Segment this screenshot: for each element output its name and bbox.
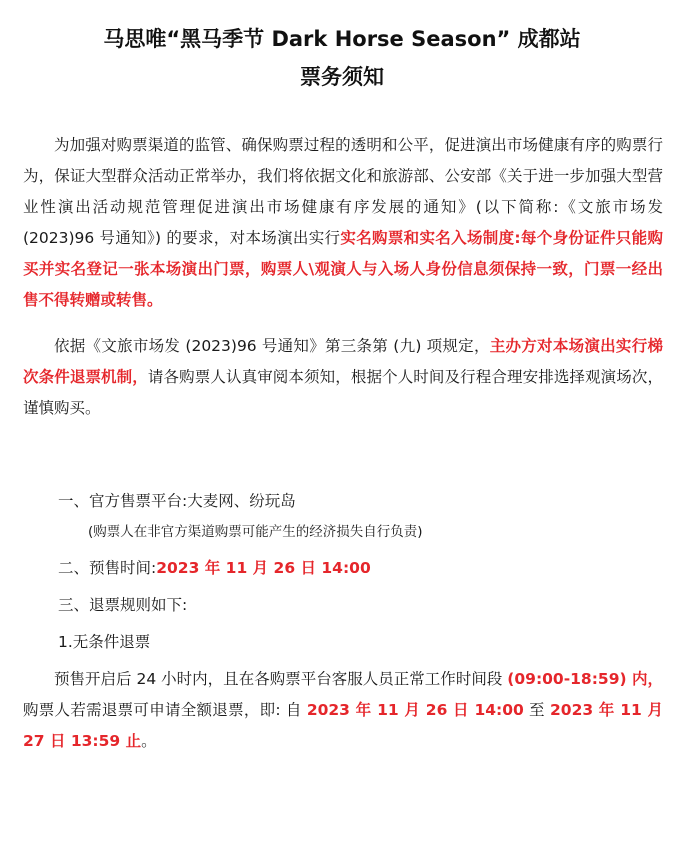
real-name-policy-highlight: 实名购票和实名入场制度:每个身份证件只能购买并实名登记一张本场演出门票，购票人\观演人与入场人身份信息须保持一致，门票一经出售不得转赠或转售。 [23,229,663,309]
presale-time-value: 2023 年 11 月 26 日 14:00 [156,559,371,577]
refund-end-time: 2023 年 11 月 27 日 13:59 止 [23,701,664,750]
intro-p2-text-b: 请各购票人认真审阅本须知，根据个人时间及行程合理安排选择观演场次，谨慎购买。 [23,368,663,417]
rule-1-paragraph [23,664,663,757]
intro-paragraph-1 [23,130,663,316]
section-official-platform: 一、官方售票平台:大麦网、纷玩岛 [58,492,296,510]
section-refund-rules: 三、退票规则如下: [58,596,188,614]
rule-1-text-b: 购票人若需退票可申请全额退票，即: 自 [23,701,307,719]
intro-p1-text: 为加强对购票渠道的监管、确保购票过程的透明和公平，促进演出市场健康有序的购票行为，保证大型群众活动正常举办，我们将依据文化和旅游部、公安部《关于进一步加强大型营业性演出活动规范管理促进演出市场健康有序发展的通知》(以下简称:《文旅市场发 (2023)96 号通知》) 的要求，对本场演出实行 [23,136,663,247]
intro-p2-text-a: 依据《文旅市场发 (2023)96 号通知》第三条第 (九) 项规定， [54,337,490,355]
section-presale-time [23,553,663,584]
rule-1-title: 1.无条件退票 [58,633,151,651]
page-subtitle: 票务须知 [300,65,384,89]
presale-label: 二、预售时间: [58,559,157,577]
service-hours-highlight: (09:00-18:59) 内， [507,670,663,688]
refund-mechanism-highlight: 主办方对本场演出实行梯次条件退票机制， [23,337,663,386]
notice-body [23,130,663,757]
section-official-platform-note: (购票人在非官方渠道购票可能产生的经济损失自行负责) [88,524,423,540]
rule-1-period: 。 [141,732,157,750]
rule-1-text-a: 预售开启后 24 小时内，且在各购票平台客服人员正常工作时间段 [54,670,508,688]
page-title: 马思唯“黑马季节 Dark Horse Season” 成都站 [103,27,581,51]
rule-1-to: 至 [523,701,550,719]
refund-start-time: 2023 年 11 月 26 日 14:00 [306,701,524,719]
intro-paragraph-2 [23,331,663,424]
